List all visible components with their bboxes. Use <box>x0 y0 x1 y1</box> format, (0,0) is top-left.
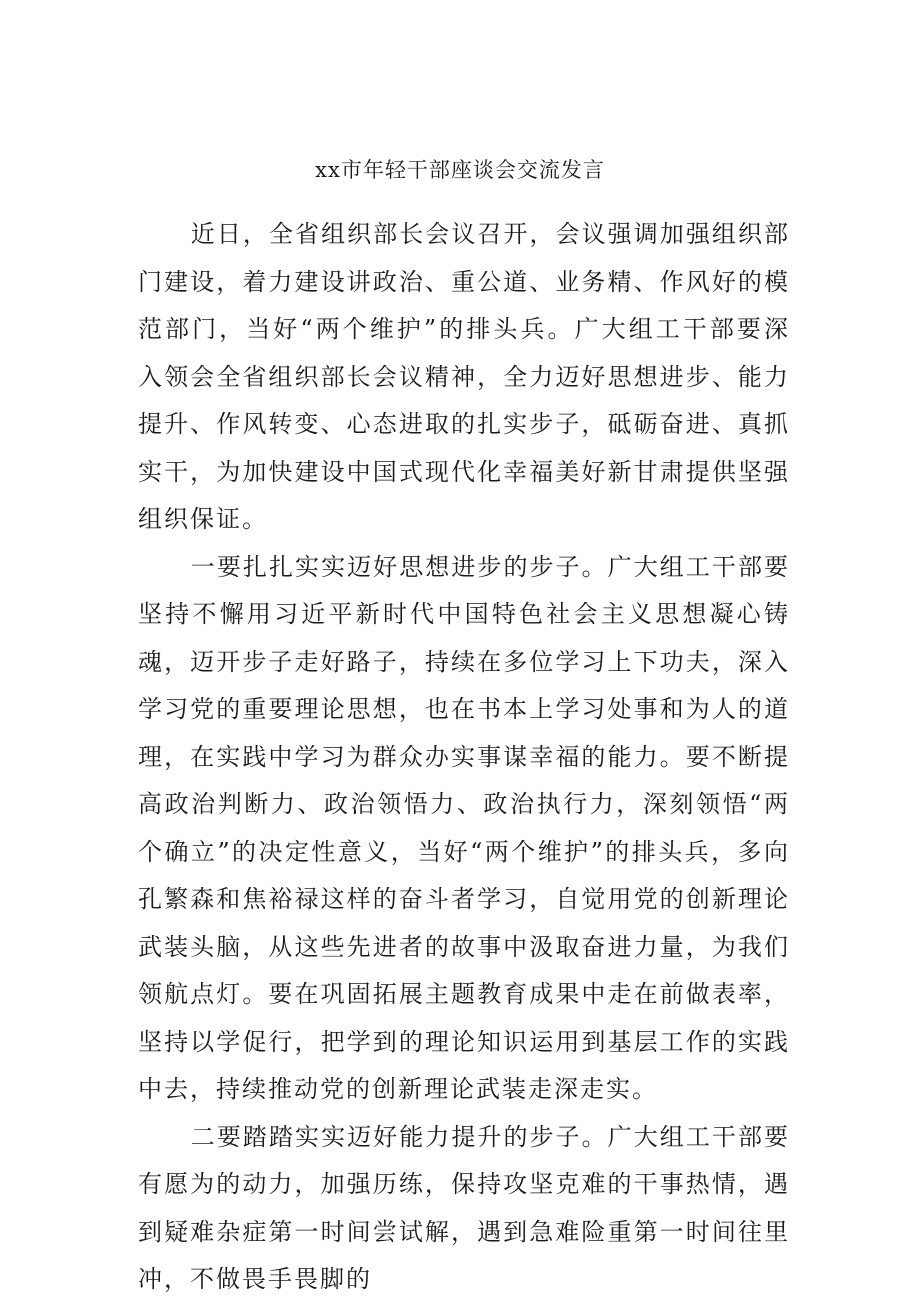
paragraph-ability-improvement: 二要踏踏实实迈好能力提升的步子。广大组工干部要有愿为的动力，加强历练，保持攻坚克难的干事热情，遇到疑难杂症第一时间尝试解，遇到急难险重第一时间往里冲，不做畏手畏脚的 <box>138 1122 790 1293</box>
paragraph-intro: 近日，全省组织部长会议召开，会议强调加强组织部门建设，着力建设讲政治、重公道、业务精、作风好的模范部门，当好“两个维护”的排头兵。广大组工干部要深入领会全省组织部长会议精神，全力迈好思想进步、能力提升、作风转变、心态进取的扎实步子，砥砺奋进、真抓实干，为加快建设中国式现代化幸福美好新甘肃提供坚强组织保证。 <box>138 220 790 533</box>
document-title: xx市年轻干部座谈会交流发言 <box>315 158 605 182</box>
paragraph-ideological-progress: 一要扎扎实实迈好思想进步的步子。广大组工干部要坚持不懈用习近平新时代中国特色社会主义思想凝心铸魂，迈开步子走好路子，持续在多位学习上下功夫，深入学习党的重要理论思想，也在书本上学习处事和为人的道理，在实践中学习为群众办实事谋幸福的能力。要不断提高政治判断力、政治领悟力、政治执行力，深刻领悟“两个确立”的决定性意义，当好“两个维护”的排头兵，多向孔繁森和焦裕禄这样的奋斗者学习，自觉用党的创新理论武装头脑，从这些先进者的故事中汲取奋进力量，为我们领航点灯。要在巩固拓展主题教育成果中走在前做表率，坚持以学促行，把学到的理论知识运用到基层工作的实践中去，持续推动党的创新理论武装走深走实。 <box>138 552 790 1103</box>
document-body <box>138 211 790 1304</box>
